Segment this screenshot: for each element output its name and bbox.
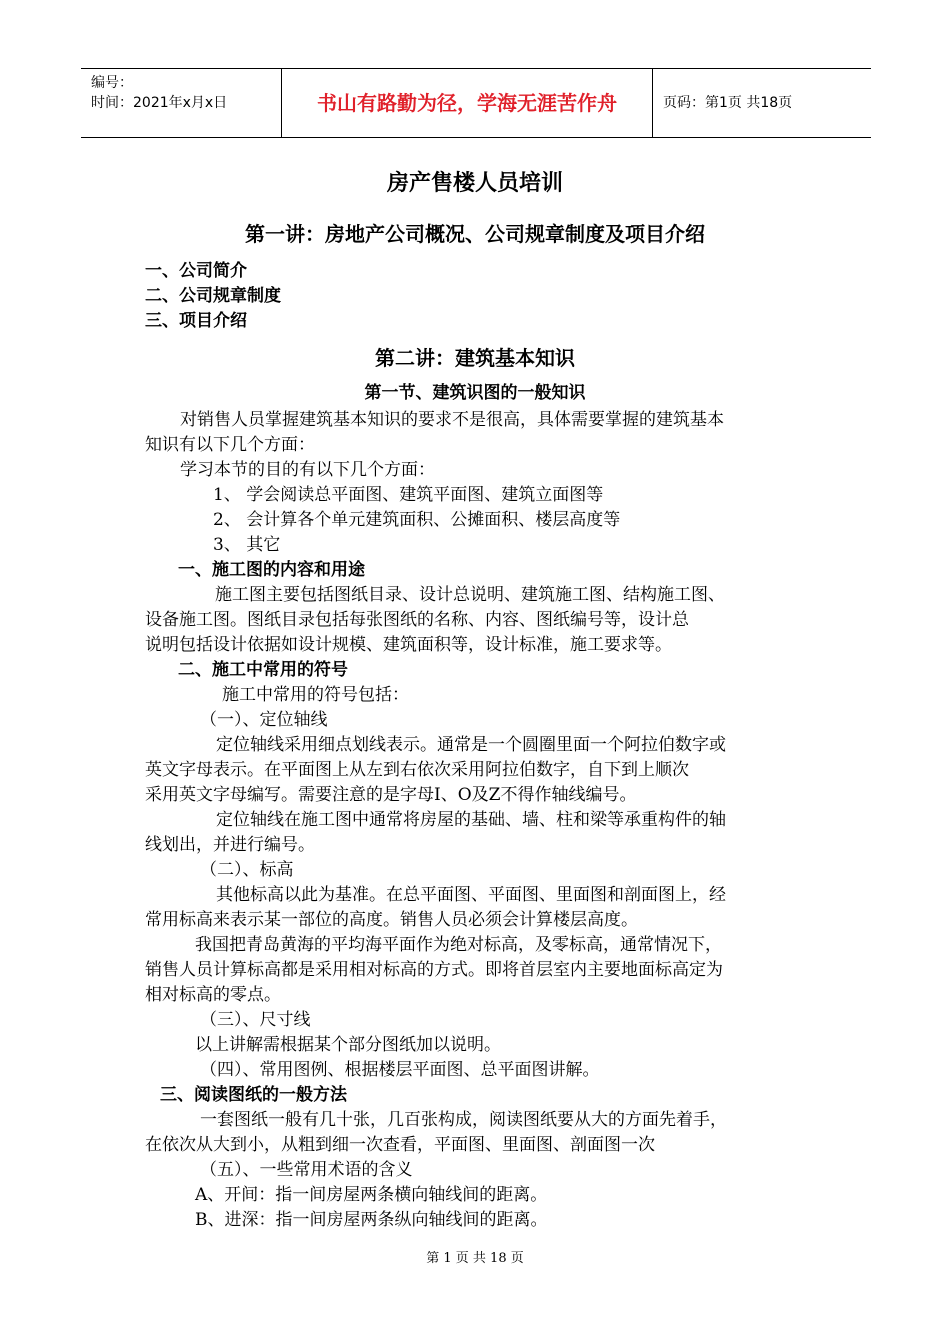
list-item: 1、 学会阅读总平面图、建筑平面图、建筑立面图等 [213,485,604,505]
body-line: 采用英文字母编写。需要注意的是字母I、O及Z不得作轴线编号。 [145,785,637,805]
body-line: 知识有以下几个方面： [145,435,315,455]
body-line: 施工中常用的符号包括： [222,685,409,705]
term-definition: B、进深：指一间房屋两条纵向轴线间的距离。 [195,1210,548,1230]
body-line: 定位轴线采用细点划线表示。通常是一个圆圈里面一个阿拉伯数字或 [216,735,726,755]
lecture1-title: 第一讲：房地产公司概况、公司规章制度及项目介绍 [245,222,705,246]
body-line: 其他标高以此为基准。在总平面图、平面图、里面图和剖面图上，经 [216,885,726,905]
body-line: 一套图纸一般有几十张，几百张构成，阅读图纸要从大的方面先着手， [200,1110,727,1130]
document-title: 房产售楼人员培训 [386,171,563,196]
body-line: 对销售人员掌握建筑基本知识的要求不是很高，具体需要掌握的建筑基本 [180,410,724,430]
lecture1-item: 二、公司规章制度 [145,286,281,306]
body-line: 英文字母表示。在平面图上从左到右依次采用阿拉伯数字，自下到上顺次 [145,760,689,780]
section1-title: 第一节、建筑识图的一般知识 [364,383,586,403]
subsection-heading: （二）、标高 [200,860,294,880]
body-line: 线划出，并进行编号。 [145,835,315,855]
body-line: 设备施工图。图纸目录包括每张图纸的名称、内容、图纸编号等，设计总 [145,610,689,630]
body-line: 施工图主要包括图纸目录、设计总说明、建筑施工图、结构施工图、 [215,585,725,605]
section-heading: 一、施工图的内容和用途 [178,560,365,580]
time-label: 时间：2021年x月x日 [91,95,228,111]
number-label: 编号： [91,75,133,91]
term-definition: A、开间：指一间房屋两条横向轴线间的距离。 [195,1185,548,1205]
body-line: 在依次从大到小，从粗到细一次查看，平面图、里面图、剖面图一次 [145,1135,655,1155]
header-motto: 书山有路勤为径，学海无涯苦作舟 [281,69,653,137]
subsection-heading: （三）、尺寸线 [200,1010,311,1030]
list-item: 3、 其它 [213,535,281,555]
body-line: 常用标高来表示某一部位的高度。销售人员必须会计算楼层高度。 [145,910,638,930]
body-line: 相对标高的零点。 [145,985,281,1005]
body-line: 说明包括设计依据如设计规模、建筑面积等，设计标准，施工要求等。 [145,635,672,655]
body-line: 以上讲解需根据某个部分图纸加以说明。 [195,1035,501,1055]
lecture2-title: 第二讲：建筑基本知识 [375,346,575,370]
header-left-cell [81,69,281,137]
list-item: 2、 会计算各个单元建筑面积、公摊面积、楼层高度等 [213,510,621,530]
header-page-info: 页码：第1页 共18页 [663,95,793,111]
section-heading: 二、施工中常用的符号 [178,660,348,680]
subsection-heading: （五）、一些常用术语的含义 [200,1160,413,1180]
body-line: 定位轴线在施工图中通常将房屋的基础、墙、柱和梁等承重构件的轴 [216,810,726,830]
body-line: 我国把青岛黄海的平均海平面作为绝对标高，及零标高，通常情况下， [195,935,722,955]
body-line: 销售人员计算标高都是采用相对标高的方式。即将首层室内主要地面标高定为 [145,960,723,980]
subsection-heading: （一）、定位轴线 [200,710,328,730]
subsection-heading: （四）、常用图例、根据楼层平面图、总平面图讲解。 [200,1060,600,1080]
section-heading: 三、阅读图纸的一般方法 [160,1085,347,1105]
page-footer: 第 1 页 共 18 页 [426,1251,524,1266]
lecture1-item: 一、公司简介 [145,261,247,281]
lecture1-item: 三、项目介绍 [145,311,247,331]
body-line: 学习本节的目的有以下几个方面： [180,460,435,480]
header-table [81,68,871,138]
